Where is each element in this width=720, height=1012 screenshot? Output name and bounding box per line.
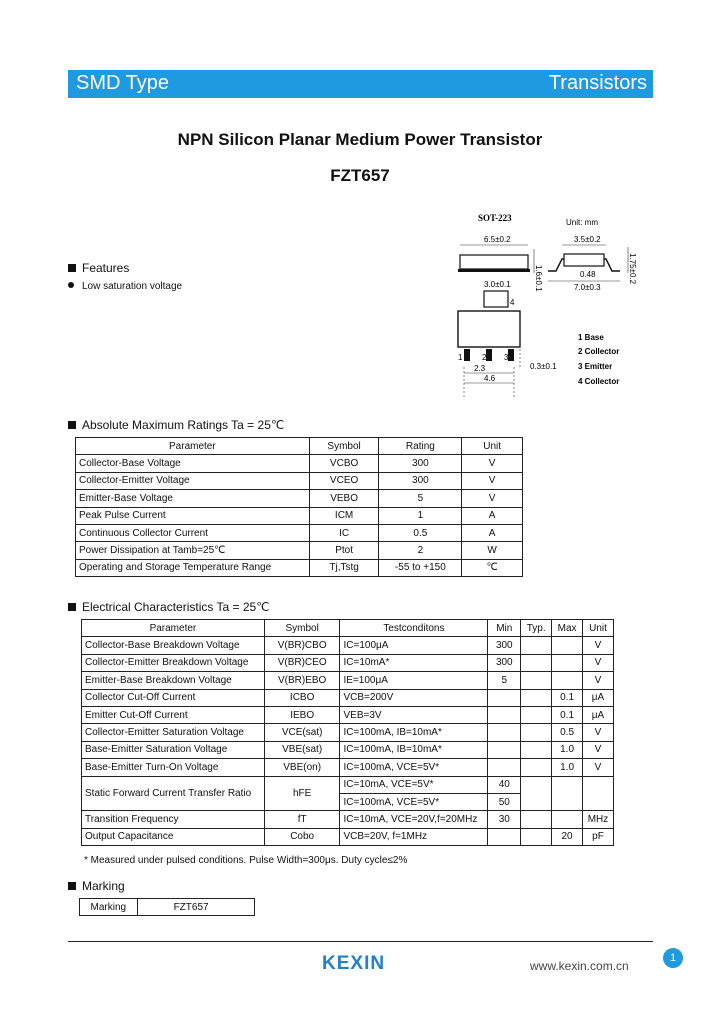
column-header: Testconditons — [340, 620, 488, 637]
unit-cell: V — [583, 759, 614, 776]
max-cell — [552, 811, 583, 828]
footer-divider — [68, 941, 653, 942]
rating-cell: 300 — [379, 455, 462, 472]
rating-cell: 300 — [379, 472, 462, 489]
unit-cell: A — [462, 507, 523, 524]
column-header: Parameter — [76, 438, 310, 455]
pin-label: 2 Collector — [578, 347, 620, 356]
min-cell: 50 — [488, 793, 521, 810]
max-cell: 1.0 — [552, 741, 583, 758]
table-row — [76, 542, 523, 559]
condition-cell: IC=100mA, VCE=5V* — [340, 793, 488, 810]
parameter-cell: Base-Emitter Turn-On Voltage — [82, 759, 265, 776]
package-tab — [484, 291, 508, 307]
elec-heading: Electrical Characteristics Ta = 25℃ — [68, 600, 270, 614]
unit-cell: V — [462, 490, 523, 507]
condition-cell: IC=10mA, VCE=20V,f=20MHz — [340, 811, 488, 828]
parameter-cell: Peak Pulse Current — [76, 507, 310, 524]
table-row — [82, 672, 614, 689]
rating-cell: 5 — [379, 490, 462, 507]
bullet-square-icon — [68, 264, 76, 272]
parameter-cell: Power Dissipation at Tamb=25℃ — [76, 542, 310, 559]
condition-cell: IC=100μA — [340, 637, 488, 654]
column-header: Max — [552, 620, 583, 637]
svg-text:3: 3 — [504, 353, 509, 362]
dim-label: 2.3 — [474, 364, 486, 373]
pin-label: 4 Collector — [578, 377, 620, 386]
elec-table — [81, 619, 614, 846]
marking-value: FZT657 — [137, 899, 254, 916]
table-row — [76, 507, 523, 524]
max-cell: 20 — [552, 828, 583, 845]
parameter-cell: Emitter-Base Breakdown Voltage — [82, 672, 265, 689]
max-cell — [552, 654, 583, 671]
dim-label: 1.6±0.1 — [534, 265, 543, 292]
symbol-cell: VEBO — [309, 490, 379, 507]
dim-label: 7.0±0.3 — [574, 283, 601, 292]
column-header: Symbol — [264, 620, 340, 637]
max-cell: 0.1 — [552, 689, 583, 706]
symbol-cell: fT — [264, 811, 340, 828]
page-title: NPN Silicon Planar Medium Power Transistor — [177, 130, 543, 149]
column-header: Min — [488, 620, 521, 637]
page-number: 1 — [663, 948, 683, 968]
symbol-cell: V(BR)CBO — [264, 637, 340, 654]
package-side-body — [460, 255, 528, 269]
table-row — [82, 689, 614, 706]
parameter-cell: Static Forward Current Transfer Ratio — [82, 776, 265, 811]
package-outline-drawing — [444, 207, 656, 403]
max-cell — [552, 672, 583, 689]
min-cell — [488, 759, 521, 776]
unit-cell: V — [462, 472, 523, 489]
typ-cell — [521, 672, 552, 689]
parameter-cell: Collector-Base Voltage — [76, 455, 310, 472]
dim-label: 0.3±0.1 — [530, 362, 557, 371]
condition-cell: IC=100mA, IB=10mA* — [340, 741, 488, 758]
condition-cell: IC=10mA, VCE=5V* — [340, 776, 488, 793]
symbol-cell: Tj,Tstg — [309, 559, 379, 576]
typ-cell — [521, 706, 552, 723]
unit-cell: V — [462, 455, 523, 472]
typ-cell — [521, 654, 552, 671]
unit-cell: A — [462, 524, 523, 541]
abs-max-table — [75, 437, 523, 577]
unit-cell: μA — [583, 689, 614, 706]
bullet-dot-icon — [68, 282, 74, 288]
typ-cell — [521, 689, 552, 706]
condition-cell: IE=100μA — [340, 672, 488, 689]
max-cell: 0.1 — [552, 706, 583, 723]
dim-label: 4.6 — [484, 374, 496, 383]
parameter-cell: Collector-Emitter Saturation Voltage — [82, 724, 265, 741]
min-cell — [488, 741, 521, 758]
max-cell: 1.0 — [552, 759, 583, 776]
unit-cell: pF — [583, 828, 614, 845]
max-cell — [552, 776, 583, 811]
parameter-cell: Continuous Collector Current — [76, 524, 310, 541]
symbol-cell: VCBO — [309, 455, 379, 472]
measurement-note: * Measured under pulsed conditions. Pulse Width=300μs. Duty cycle≤2% — [84, 855, 408, 866]
typ-cell — [521, 776, 552, 811]
marking-heading: Marking — [68, 879, 125, 893]
parameter-cell: Output Capacitance — [82, 828, 265, 845]
typ-cell — [521, 637, 552, 654]
symbol-cell: VCE(sat) — [264, 724, 340, 741]
parameter-cell: Emitter Cut-Off Current — [82, 706, 265, 723]
column-header: Symbol — [309, 438, 379, 455]
unit-cell: V — [583, 741, 614, 758]
condition-cell: VCB=200V — [340, 689, 488, 706]
table-row — [82, 724, 614, 741]
condition-cell: IC=10mA* — [340, 654, 488, 671]
table-row — [76, 559, 523, 576]
min-cell — [488, 689, 521, 706]
header-category: SMD Type — [76, 72, 169, 94]
symbol-cell: hFE — [264, 776, 340, 811]
rating-cell: 1 — [379, 507, 462, 524]
typ-cell — [521, 741, 552, 758]
table-header-row — [82, 620, 614, 637]
condition-cell: IC=100mA, IB=10mA* — [340, 724, 488, 741]
typ-cell — [521, 811, 552, 828]
table-row — [82, 741, 614, 758]
min-cell: 300 — [488, 654, 521, 671]
rating-cell: -55 to +150 — [379, 559, 462, 576]
header-type: Transistors — [548, 72, 647, 94]
parameter-cell: Transition Frequency — [82, 811, 265, 828]
parameter-cell: Base-Emitter Saturation Voltage — [82, 741, 265, 758]
table-row — [82, 811, 614, 828]
table-row — [76, 524, 523, 541]
svg-text:2: 2 — [482, 353, 487, 362]
max-cell: 0.5 — [552, 724, 583, 741]
min-cell — [488, 828, 521, 845]
min-cell — [488, 724, 521, 741]
feature-item: Low saturation voltage — [68, 281, 182, 292]
dim-label: 1.75±0.2 — [628, 253, 637, 285]
parameter-cell: Collector Cut-Off Current — [82, 689, 265, 706]
parameter-cell: Collector-Emitter Voltage — [76, 472, 310, 489]
dim-label: 3.5±0.2 — [574, 235, 601, 244]
abs-max-heading: Absolute Maximum Ratings Ta = 25℃ — [68, 418, 284, 432]
bullet-square-icon — [68, 882, 76, 890]
typ-cell — [521, 828, 552, 845]
symbol-cell: IEBO — [264, 706, 340, 723]
bullet-square-icon — [68, 603, 76, 611]
website-link[interactable]: www.kexin.com.cn — [530, 959, 629, 973]
symbol-cell: ICBO — [264, 689, 340, 706]
table-row — [82, 828, 614, 845]
parameter-cell: Operating and Storage Temperature Range — [76, 559, 310, 576]
rating-cell: 2 — [379, 542, 462, 559]
table-row — [76, 472, 523, 489]
header-bar — [68, 70, 653, 98]
min-cell: 40 — [488, 776, 521, 793]
typ-cell — [521, 759, 552, 776]
symbol-cell: ICM — [309, 507, 379, 524]
table-row — [80, 899, 255, 916]
unit-cell: μA — [583, 706, 614, 723]
min-cell: 5 — [488, 672, 521, 689]
dim-label: 3.0±0.1 — [484, 280, 511, 289]
package-name: SOT-223 — [478, 213, 512, 223]
unit-cell: ℃ — [462, 559, 523, 576]
unit-cell: V — [583, 672, 614, 689]
dim-label: 6.5±0.2 — [484, 235, 511, 244]
bullet-square-icon — [68, 421, 76, 429]
table-row — [82, 654, 614, 671]
max-cell — [552, 637, 583, 654]
package-top-body — [458, 311, 520, 347]
dim-label: 0.48 — [580, 270, 596, 279]
column-header: Typ. — [521, 620, 552, 637]
condition-cell: IC=100mA, VCE=5V* — [340, 759, 488, 776]
pin-label: 3 Emitter — [578, 362, 613, 371]
package-unit: Unit: mm — [566, 218, 598, 227]
symbol-cell: IC — [309, 524, 379, 541]
marking-label: Marking — [80, 899, 138, 916]
svg-text:4: 4 — [510, 298, 515, 307]
table-row — [82, 759, 614, 776]
symbol-cell: Cobo — [264, 828, 340, 845]
condition-cell: VEB=3V — [340, 706, 488, 723]
column-header: Unit — [583, 620, 614, 637]
rating-cell: 0.5 — [379, 524, 462, 541]
table-row — [82, 637, 614, 654]
features-heading: Features — [68, 261, 129, 275]
unit-cell: V — [583, 654, 614, 671]
unit-cell: W — [462, 542, 523, 559]
pin-label: 1 Base — [578, 333, 604, 342]
column-header: Parameter — [82, 620, 265, 637]
unit-cell: V — [583, 637, 614, 654]
column-header: Unit — [462, 438, 523, 455]
symbol-cell: VBE(on) — [264, 759, 340, 776]
parameter-cell: Emitter-Base Voltage — [76, 490, 310, 507]
parameter-cell: Collector-Emitter Breakdown Voltage — [82, 654, 265, 671]
table-header-row — [76, 438, 523, 455]
unit-cell: V — [583, 724, 614, 741]
symbol-cell: V(BR)CEO — [264, 654, 340, 671]
parameter-cell: Collector-Base Breakdown Voltage — [82, 637, 265, 654]
table-row — [76, 490, 523, 507]
min-cell — [488, 706, 521, 723]
condition-cell: VCB=20V, f=1MHz — [340, 828, 488, 845]
column-header: Rating — [379, 438, 462, 455]
svg-text:1: 1 — [458, 353, 463, 362]
typ-cell — [521, 724, 552, 741]
min-cell: 300 — [488, 637, 521, 654]
symbol-cell: VBE(sat) — [264, 741, 340, 758]
unit-cell — [583, 776, 614, 811]
table-row — [82, 706, 614, 723]
marking-table — [79, 898, 255, 916]
part-number: FZT657 — [330, 166, 390, 185]
min-cell: 30 — [488, 811, 521, 828]
company-logo: KEXIN — [322, 953, 386, 974]
symbol-cell: VCEO — [309, 472, 379, 489]
table-row — [82, 776, 614, 793]
table-row — [76, 455, 523, 472]
unit-cell: MHz — [583, 811, 614, 828]
symbol-cell: Ptot — [309, 542, 379, 559]
symbol-cell: V(BR)EBO — [264, 672, 340, 689]
